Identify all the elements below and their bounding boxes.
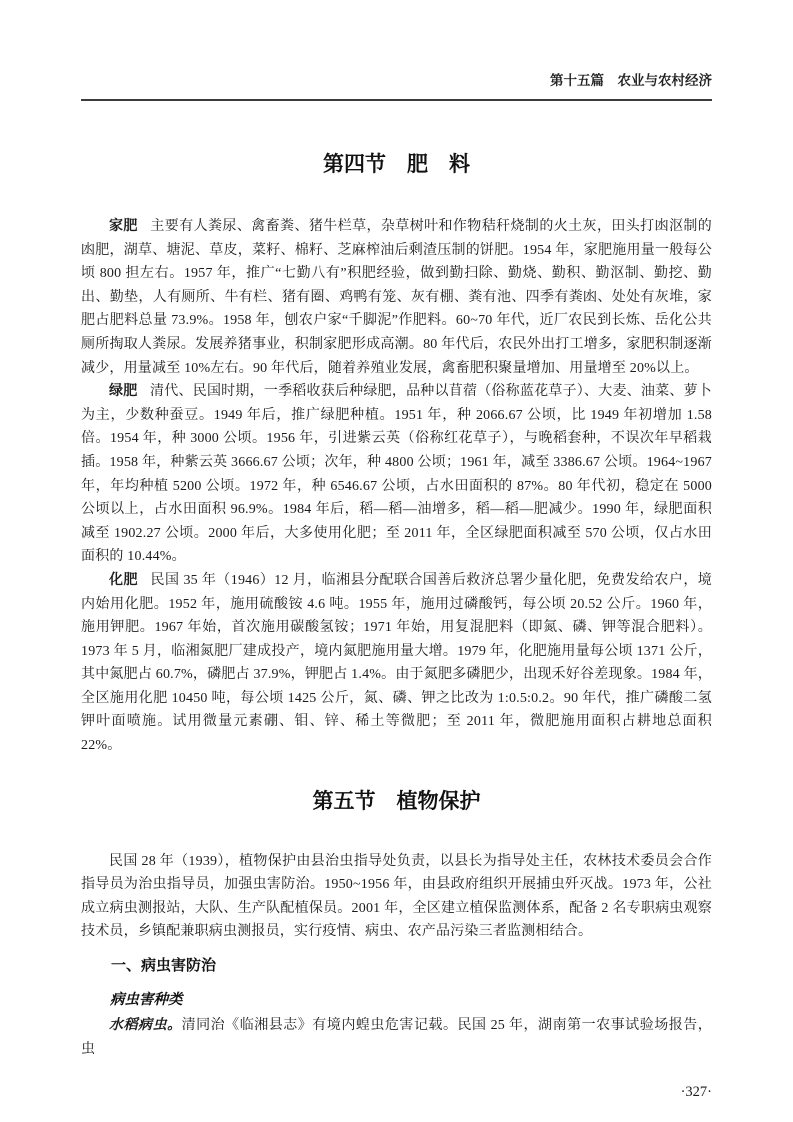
paragraph-rice-pest [81,1014,712,1061]
page-number: ·327· [680,1084,712,1101]
text-rice-pest: 清同治《临湘县志》有境内蝗虫危害记载。民国 25 年，湖南第一农事试验场报告，虫 [81,1018,712,1057]
header-rule [81,99,712,101]
heading-pest-types: 病虫害种类 [110,992,183,1009]
running-header-text: 第十五篇 农业与农村经济 [550,73,712,88]
paragraph-green-manure [81,380,712,569]
term-home-fertilizer: 家肥 [109,219,138,234]
paragraph-plant-protection-intro: 民国 28 年（1939），植物保护由县治虫指导处负责，以县长为指导处主任，农林技术委员会合作指导员为治虫指导员，加强虫害防治。1950~1956 年，由县政府组织开展捕虫歼灭战。1973 年，公社成立病虫测报站，大队、生产队配植保员。2001 年，全区建立植保监测体系，配备 2 名专职病虫观察技术员，乡镇配兼职病虫测报员，实行疫情、病虫、农产品污染三者监测相结合。 [81,853,712,940]
text-home-fertilizer: 主要有人粪尿、禽畜粪、猪牛栏草，杂草树叶和作物秸秆烧制的火土灰，田头打凼沤制的凼肥，湖草、塘泥、草皮，菜籽、棉籽、芝麻榨油后剩渣压制的饼肥。1954 年，家肥施用量一般每公顷 800 担左右。1957 年，推广“七勤八有”积肥经验，做到勤扫除、勤烧、勤积、勤沤制、勤挖、勤出、勤垫，人有厕所、牛有栏、猪有圈、鸡鸭有笼、灰有棚、粪有池、四季有粪凼、处处有灰堆，家肥占肥料总量 73.9%。1958 年，刨农户家“千脚泥”作肥料。60~70 年代，近厂农民到长炼、岳化公共厕所掏取人粪尿。发展养猪事业，积制家肥形成高潮。80 年代后，农民外出打工增多，家肥积制逐渐减少，用量减至 10%左右。90 年代后，随着养殖业发展，禽畜肥积聚量增加、用量增至 20%以上。 [81,219,712,376]
term-rice-pest: 水稻病虫。 [109,1018,182,1034]
paragraph-chemical-fertilizer [81,569,712,758]
term-chemical-fertilizer: 化肥 [109,572,138,588]
running-header [81,0,712,89]
page-content [81,0,712,1101]
section5-title: 第五节 植物保护 [312,789,481,813]
heading-pest-control: 一、病虫害防治 [111,957,217,975]
section4-title: 第四节 肥 料 [323,153,470,176]
term-green-manure: 绿肥 [109,384,138,400]
text-green-manure: 清代、民国时期，一季稻收获后种绿肥，品种以苜蓿（俗称蓝花草子）、大麦、油菜、萝卜为主，少数种蚕豆。1949 年后，推广绿肥种植。1951 年，种 2066.67 公顷，比 1949 年初增加 1.58 倍。1954 年，种 3000 公顷。1956 年，引进紫云英（俗称红花草子），与晚稻套种，不误次年早稻栽插。1958 年，种紫云英 3666.67 公顷；次年，种 4800 公顷；1961 年，减至 3386.67 公顷。1964~1967 年，年均种植 5200 公顷。1972 年，种 6546.67 公顷，占水田面积的 87%。80 年代初，稳定在 5000 公顷以上，占水田面积 96.9%。1984 年后，稻—稻—油增多，稻—稻—肥减少。1990 年，绿肥面积减至 1902.27 公顷。2000 年后，大多使用化肥；至 2011 年，全区绿肥面积减至 570 公顷，仅占水田面积的 10.44%。 [81,384,712,565]
paragraph-home-fertilizer [81,215,712,380]
text-chemical-fertilizer: 民国 35 年（1946）12 月，临湘县分配联合国善后救济总署少量化肥，免费发给农户，境内始用化肥。1952 年，施用硫酸铵 4.6 吨。1955 年，施用过磷酸钙，每公顷 20.52 公斤。1960 年，施用钾肥。1967 年始，首次施用碳酸氢铵；1971 年始，用复混肥料（即氮、磷、钾等混合肥料）。1973 年 5 月，临湘氮肥厂建成投产，境内氮肥施用量大增。1979 年，化肥施用量每公顷 1371 公斤，其中氮肥占 60.7%，磷肥占 37.9%，钾肥占 1.4%。由于氮肥多磷肥少，出现禾好谷差现象。1984 年，全区施用化肥 10450 吨，每公顷 1425 公斤，氮、磷、钾之比改为 1:0.5:0.2。90 年代，推广磷酸二氢钾叶面喷施。试用微量元素硼、钼、锌、稀土等微肥；至 2011 年，微肥施用面积占耕地总面积 22%。 [81,572,713,754]
